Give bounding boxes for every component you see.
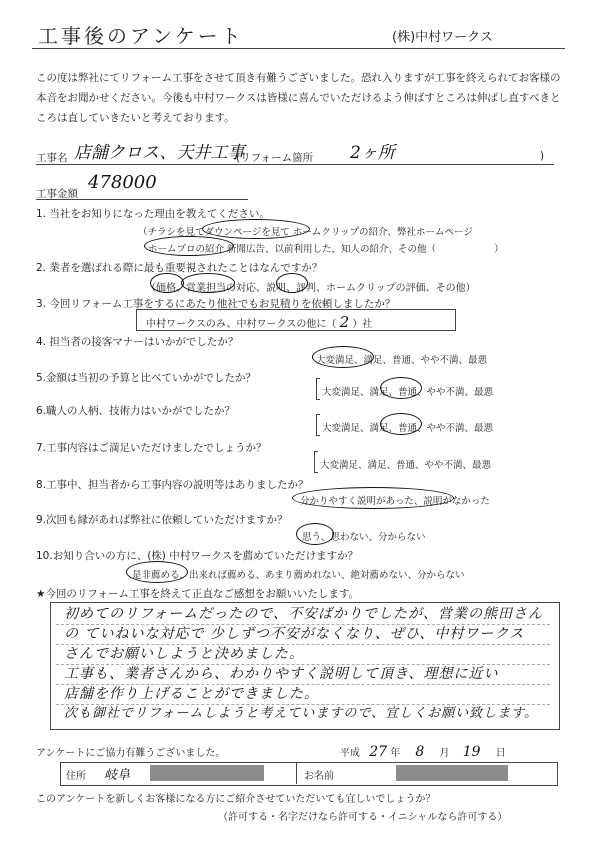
- q8-selection-circle: [292, 487, 454, 509]
- q1-opt-homepro[interactable]: ホームプロの紹介: [148, 244, 225, 255]
- address-handwritten[interactable]: 岐阜: [104, 768, 131, 783]
- q6-opt-selected[interactable]: 満足: [369, 423, 389, 434]
- q7-bracket: [314, 451, 318, 473]
- q3-line: 中村ワークスのみ、中村ワークスの他に（: [146, 319, 337, 330]
- q7-options[interactable]: 大変満足、満足、普通、やや不満、最悪: [320, 460, 492, 471]
- comment-rule: [56, 704, 550, 705]
- q6-bracket: [316, 414, 320, 436]
- q8-opt-selected[interactable]: 分かりやすく説明があった: [300, 496, 414, 507]
- q3-count[interactable]: 2: [339, 313, 350, 331]
- q1-line1-rest[interactable]: ホームクリップの紹介、弊社ホームページ: [292, 227, 473, 238]
- q5-pre[interactable]: 大変満足、: [322, 387, 370, 398]
- q2-price-circle: [150, 273, 184, 293]
- q2-opt-staff[interactable]: 営業担当: [186, 283, 226, 294]
- q8-rest[interactable]: 説明がなかった: [423, 496, 490, 507]
- date-month-label: 月: [439, 748, 450, 759]
- amount-underline: [36, 199, 248, 200]
- q2-explain-circle: [276, 273, 308, 293]
- contact-divider: [296, 762, 297, 784]
- work-name-value[interactable]: 店舗クロス、天井工事: [74, 143, 245, 163]
- date-year-label: 年: [390, 748, 401, 759]
- q9-text: 9.次回も縁があれば弊社に依頼していただけますか？: [36, 514, 288, 526]
- q8-options: 分かりやすく説明があった、説明がなかった: [300, 496, 490, 507]
- q5-text: 5.金額は当初の予算と比べていかがでしたか？: [36, 372, 257, 384]
- q6-selection-circle: [380, 413, 422, 435]
- location-close: ): [540, 150, 545, 162]
- q5-opt-selected[interactable]: 満足: [369, 387, 389, 398]
- comment-prompt: ★今回のリフォーム工事を終えて正直なご感想をお願いいたします。: [36, 588, 360, 600]
- q3-suffix: ）社: [352, 319, 373, 330]
- q4-options: 大変満足、満足、普通、やや不満、最悪: [316, 355, 488, 366]
- date-day-label: 日: [495, 748, 506, 759]
- q3-text: 3. 今回リフォーム工事をするにあたり他社でもお見積りを依頼しましたか？: [36, 298, 396, 310]
- q9-selection-circle: [296, 523, 334, 545]
- company-name: (株)中村ワークス: [392, 30, 494, 45]
- q7-text: 7.工事内容はご満足いただけましたでしょうか？: [36, 442, 267, 454]
- q2-open: （: [146, 283, 156, 294]
- q2-opt-price[interactable]: 価格: [156, 283, 176, 294]
- q5-bracket: [316, 378, 320, 400]
- q5-selection-circle: [380, 377, 422, 399]
- q10-options: 是非薦める、出来れば薦める、あまり薦めれない、絶対薦めない、分からない: [132, 570, 465, 581]
- q1-selection-circle: [202, 219, 310, 239]
- q4-rest[interactable]: 満足、普通、やや不満、最悪: [363, 355, 488, 366]
- comment-line-1: 初めてのリフォームだったので、不安ばかりでしたが、営業の熊田さん: [64, 606, 544, 622]
- q4-opt-best[interactable]: 大変満足: [316, 355, 355, 366]
- q1-line2-rest[interactable]: 新聞広告、以前利用した、知人の紹介、その他（: [227, 244, 437, 255]
- location-value[interactable]: 2ヶ所: [350, 143, 395, 163]
- q4-selection-circle: [312, 346, 374, 368]
- date-row: [340, 744, 506, 760]
- address-redaction: [150, 765, 264, 781]
- q5-rest[interactable]: 、普通、やや不満、最悪: [388, 387, 494, 398]
- q6-text: 6.職人の人柄、技術力はいかがでしたか？: [36, 405, 236, 417]
- q3-answer: [146, 313, 372, 331]
- q1-close: ）: [494, 244, 504, 255]
- work-name-underline: [36, 164, 554, 165]
- publish-options[interactable]: （許可する・名字だけなら許可する・イニシャルなら許可する）: [218, 812, 508, 823]
- intro-text: この度は弊社にてリフォーム工事をさせて頂き有難うございました。恐れ入りますが工事を終えられてお客様の本音をお聞かせください。今後も中村ワークスは皆様に喜んでいただけるよう伸ばすところは伸ばし直すべきところは直していきたいと考えております。: [36, 72, 561, 124]
- thanks-text: アンケートにご協力有難うございました。: [36, 748, 226, 759]
- q1-homepro-circle: [144, 236, 234, 256]
- q10-opt-selected[interactable]: 是非薦める: [132, 570, 180, 581]
- q9-rest[interactable]: 思わない、分からない: [330, 532, 426, 543]
- q2-opt-explain[interactable]: 説明: [266, 283, 286, 294]
- q1-text: 1. 当社をお知りになった理由を教えてください。: [36, 208, 270, 220]
- q2-options: （価格、営業担当の対応、説明、評判、ホームクリップの評価、その他）: [146, 283, 476, 294]
- location-label: (リフォーム箇所: [236, 152, 314, 164]
- date-day[interactable]: 19: [462, 744, 481, 760]
- comment-rule: [56, 664, 550, 665]
- comment-rule: [56, 644, 550, 645]
- date-era: 平成: [340, 748, 360, 759]
- comment-rule: [56, 684, 550, 685]
- address-label: 住所: [66, 771, 86, 782]
- comment-rule: [56, 624, 550, 625]
- q10-selection-circle: [126, 561, 188, 583]
- comment-line-6: 次も御社でリフォームしようと考えていますので、宜しくお願い致します。: [64, 706, 539, 721]
- work-name-label: 工事名: [36, 152, 68, 164]
- amount-value[interactable]: 478000: [88, 172, 157, 193]
- date-year[interactable]: 27: [369, 744, 388, 760]
- q10-rest[interactable]: 出来れば薦める、あまり薦めれない、絶対薦めない、分からない: [189, 570, 465, 581]
- q10-text: 10.お知り合いの方に、(株) 中村ワークスを薦めていただけますか？: [36, 550, 359, 562]
- survey-title: 工事後のアンケート: [38, 24, 244, 48]
- q8-text: 8.工事中、担当者から工事内容の説明等はありましたか？: [36, 479, 309, 491]
- comment-line-4: 工事も、業者さんから、わかりやすく説明して頂き、理想に近い: [64, 666, 499, 682]
- q2-text: 2. 業者を選ばれる際に最も重要視されたことはなんですか？: [36, 262, 323, 274]
- date-month[interactable]: 8: [415, 744, 425, 760]
- amount-label: 工事金額: [36, 188, 78, 200]
- q6-rest[interactable]: 、普通、やや不満、最悪: [388, 423, 494, 434]
- publish-question: このアンケートを新しくお客様になる方にご紹介させていただいても宜しいでしょうか？: [36, 794, 436, 805]
- comment-line-2: の ていねいな対応で 少しずつ不安がなくなり、ぜひ、中村ワークス: [64, 626, 525, 642]
- q9-opt-selected[interactable]: 思う: [302, 532, 322, 543]
- q1-opt-download[interactable]: ダウンページを見て: [204, 227, 290, 238]
- q2-mid: の対応: [226, 283, 256, 294]
- comment-line-5: 店舗を作り上げることができました。: [64, 686, 319, 702]
- q6-pre[interactable]: 大変満足、: [322, 423, 370, 434]
- q2-rest[interactable]: 評判、ホームクリップの評価、その他）: [296, 283, 476, 294]
- title-divider: [32, 48, 565, 49]
- q1-open: （: [138, 227, 148, 238]
- comment-line-3: さんでお願いしようと決めました。: [64, 646, 304, 662]
- q1-opt-flyer[interactable]: チラシを見て: [147, 227, 205, 238]
- name-label: お名前: [304, 771, 334, 782]
- q4-text: 4. 担当者の接客マナーはいかがでしたか？: [36, 336, 239, 348]
- name-redaction: [396, 765, 508, 781]
- q9-options: 思う、思わない、分からない: [302, 532, 426, 543]
- q2-staff-circle: [181, 273, 235, 293]
